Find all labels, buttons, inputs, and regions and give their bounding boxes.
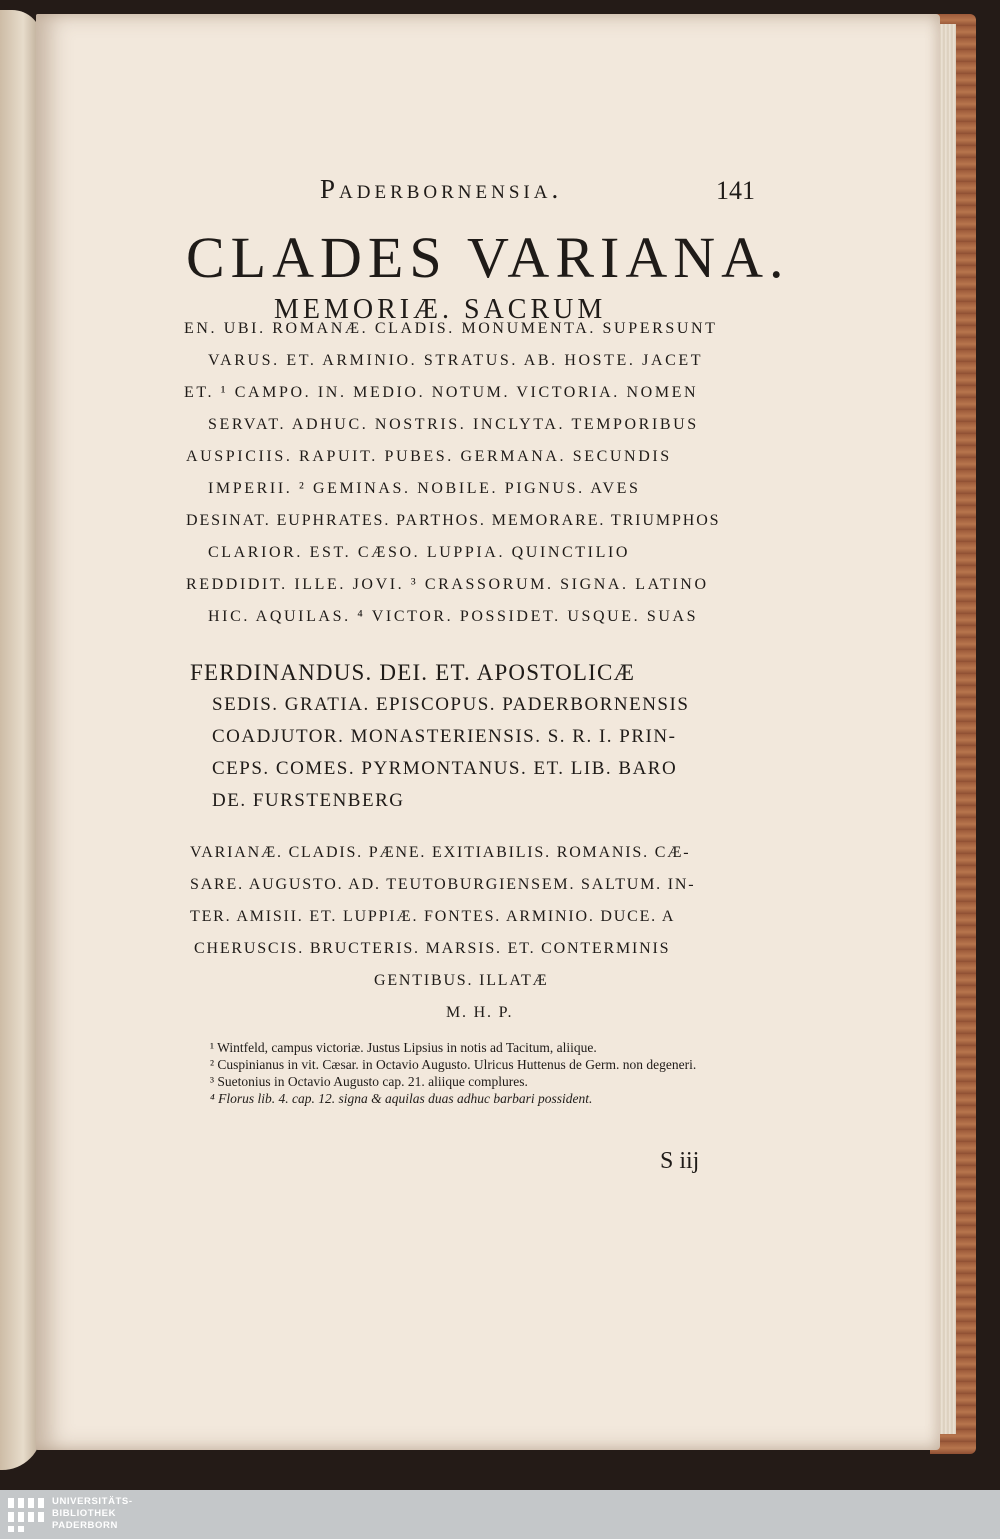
- dedication-text-line: SARE. AUGUSTO. AD. TEUTOBURGIENSEM. SALTUM. IN-: [190, 876, 696, 893]
- inscription-line: ET. ¹ CAMPO. IN. MEDIO. NOTUM. VICTORIA. NOMEN: [184, 384, 699, 401]
- library-logo-icon: [6, 1494, 50, 1534]
- dedication-text-line: GENTIBUS. ILLATÆ: [374, 972, 549, 989]
- inscription-line: DESINAT. EUPHRATES. PARTHOS. MEMORARE. TRIUMPHOS: [186, 512, 721, 529]
- running-title: Paderbornensia.: [320, 174, 563, 204]
- dedication-text-line: M. H. P.: [446, 1004, 514, 1021]
- inscription-line: SERVAT. ADHUC. NOSTRIS. INCLYTA. TEMPORIBUS: [208, 416, 699, 433]
- inscription-line: REDDIDIT. ILLE. JOVI. ³ CRASSORUM. SIGNA. LATINO: [186, 576, 709, 593]
- running-head: [36, 174, 940, 214]
- dedication-text-line: VARIANÆ. CLADIS. PÆNE. EXITIABILIS. ROMANIS. CÆ-: [190, 844, 691, 861]
- library-logo-line: UNIVERSITÄTS-: [52, 1496, 133, 1507]
- dedication-line: CEPS. COMES. PYRMONTANUS. ET. LIB. BARO: [212, 758, 678, 779]
- dedication-line: SEDIS. GRATIA. EPISCOPUS. PADERBORNENSIS: [212, 694, 690, 715]
- inscription-line: CLARIOR. EST. CÆSO. LUPPIA. QUINCTILIO: [208, 544, 631, 561]
- subtitle: MEMORIÆ. SACRUM: [274, 294, 607, 325]
- dedication-line: DE. FURSTENBERG: [212, 790, 405, 811]
- dedication-text-line: CHERUSCIS. BRUCTERIS. MARSIS. ET. CONTERMINIS: [194, 940, 671, 957]
- inscription-line: VARUS. ET. ARMINIO. STRATUS. AB. HOSTE. JACET: [208, 352, 704, 369]
- signature-mark: S iij: [660, 1148, 700, 1174]
- dedication-text-line: TER. AMISII. ET. LUPPIÆ. FONTES. ARMINIO. DUCE. A: [190, 908, 676, 925]
- library-logo-text: [52, 1496, 133, 1532]
- library-logo-line: BIBLIOTHEK: [52, 1508, 117, 1519]
- book-page: [36, 14, 940, 1450]
- inscription-line: AUSPICIIS. RAPUIT. PUBES. GERMANA. SECUNDIS: [186, 448, 672, 465]
- page-title: CLADES VARIANA.: [186, 225, 790, 290]
- footnote: ⁴ Florus lib. 4. cap. 12. signa & aquilas duas adhuc barbari possident.: [210, 1091, 593, 1106]
- dedication-line: COADJUTOR. MONASTERIENSIS. S. R. I. PRIN-: [212, 726, 677, 747]
- footnote: ¹ Wintfeld, campus victoriæ. Justus Lipsius in notis ad Tacitum, aliique.: [210, 1040, 597, 1055]
- dedication-line: FERDINANDUS. DEI. ET. APOSTOLICÆ: [190, 660, 636, 685]
- inscription-line: IMPERII. ² GEMINAS. NOBILE. PIGNUS. AVES: [208, 480, 641, 497]
- inscription-line: HIC. AQUILAS. ⁴ VICTOR. POSSIDET. USQUE. SUAS: [208, 608, 699, 625]
- page-number: 141: [716, 176, 755, 205]
- library-logo-line: PADERBORN: [52, 1520, 118, 1531]
- footnote: ³ Suetonius in Octavio Augusto cap. 21. aliique complures.: [210, 1074, 528, 1089]
- library-footer-bar: [0, 1490, 1000, 1539]
- inscription-line: EN. UBI. ROMANÆ. CLADIS. MONUMENTA. SUPERSUNT: [184, 320, 718, 337]
- footnote: ² Cuspinianus in vit. Cæsar. in Octavio Augusto. Ulricus Huttenus de Germ. non degeneri.: [210, 1057, 697, 1072]
